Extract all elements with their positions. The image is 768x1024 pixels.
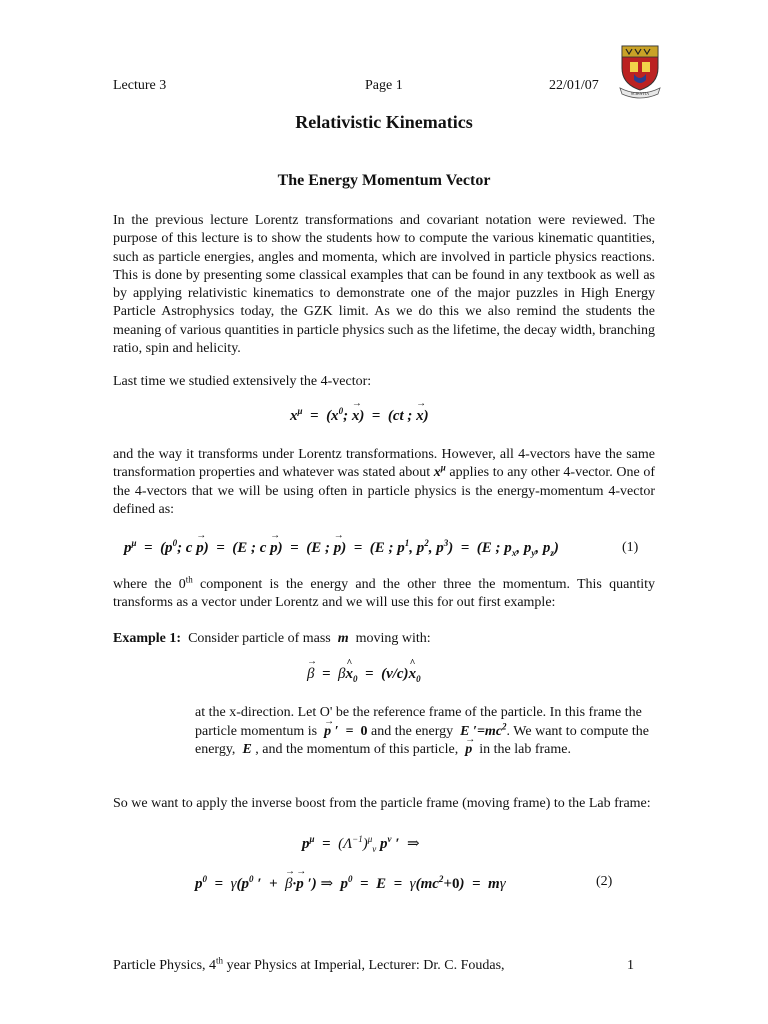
- section-title: The Energy Momentum Vector: [277, 172, 491, 189]
- frame-text-c: . We want to compute the energy,: [195, 723, 649, 758]
- equation-number-2: (2): [596, 874, 613, 889]
- footer-sup: th: [216, 955, 224, 966]
- svg-text:SCIENTIA: SCIENTIA: [630, 91, 650, 96]
- equation-inverse-boost: $p^\mu = (\Lambda^{-1})^\mu_\nu$ $p^\nu$ ′ ⇒: [302, 834, 420, 854]
- intro-paragraph: In the previous lecture Lorentz transformations and covariant notation were reviewed. The purpose of this lecture is to show the students how to compute the various kinematic quantities, such as particle energies, angles and momenta, which are involved in particle physics reactions. This is done by presenting some classical examples that can be found in any textbook as well as by applying relativistic kinematics to demonstrate one of the major puzzles in High Energy Particle Astrophysics today, the GZK limit. As we do this we also remind the students the meaning of various quantities in particle physics such as the lifetime, the decay width, branching ratio, spin and helicity.: [113, 213, 655, 357]
- last-time-paragraph: Last time we studied extensively the 4-vector:: [113, 374, 372, 389]
- example-1-line: Example 1: Consider particle of mass m moving with:: [113, 631, 431, 646]
- transform-paragraph: and the way it transforms under Lorentz transformations. However, all 4-vectors have the same transformation properties and whatever was stated about $x^\mu$ applies to any other 4-vector. One of the 4-vectors that we will be using often in particle physics is the energy-momentum 4-vector defined as:: [113, 447, 656, 517]
- header-lecture: Lecture 3: [113, 78, 167, 93]
- footer-page-number: 1: [627, 958, 634, 973]
- footer-text-a: Particle Physics, 4: [113, 958, 217, 973]
- frame-text-e: in the lab frame.: [479, 742, 571, 758]
- zeroth-sup: th: [185, 574, 193, 585]
- equation-beta: → β = β^ $x_0$ = (v/c)^ $x_0$: [307, 666, 421, 683]
- header-date: 22/01/07: [549, 78, 599, 93]
- zeroth-text-b: component is the energy and the other three the momentum. This quantity transforms as a vector under Lorentz and we will use this for out first example:: [113, 577, 655, 611]
- imperial-crest-logo: [618, 44, 662, 100]
- equation-number-1: (1): [622, 540, 639, 555]
- frame-text-a: at the x-direction. Let O' be the reference frame of the particle. In this frame the particle momentum is: [195, 705, 642, 739]
- page-title: Relativistic Kinematics: [295, 112, 473, 132]
- frame-paragraph: at the x-direction. Let O' be the reference frame of the particle. In this frame the particle momentum is → p ′ = 0 and the energy E $'=mc^2$. We want to compute the energy, E , and the momentum of this particle, → p in the lab frame.: [195, 704, 655, 760]
- equation-four-vector: $x^\mu = (x^0$; → x) = (ct ; → x): [290, 408, 429, 425]
- transform-text-a: and the way it transforms under Lorentz transformations. However, all 4-vectors have the same transformation properties and whatever was stated about: [113, 447, 655, 481]
- transform-text-b: applies to any other 4-vector. One of the 4-vectors that we will be using often in particle physics is the energy-momentum 4-vector defined as:: [113, 465, 656, 517]
- footer-text: [113, 955, 505, 974]
- zeroth-text-a: where the 0: [113, 577, 186, 592]
- example-1-text-b: moving with:: [355, 631, 431, 646]
- frame-text-d: , and the momentum of this particle,: [255, 742, 459, 758]
- zeroth-component-paragraph: [113, 576, 655, 613]
- frame-text-b: and the energy: [371, 723, 454, 739]
- inverse-boost-paragraph: So we want to apply the inverse boost from the particle frame (moving frame) to the Lab frame:: [113, 796, 651, 811]
- equation-energy-lab: $p^0 = \gamma(p^0$ ′ + → β·→ p ′) ⇒ $p^0 = E = \gamma(mc^2+0) = m\gamma$: [195, 874, 506, 893]
- example-1-label: Example 1:: [113, 631, 182, 646]
- example-1-text: Consider particle of mass: [188, 631, 331, 646]
- footer-text-b: year Physics at Imperial, Lecturer: Dr. C. Foudas,: [223, 958, 505, 973]
- header-page: Page 1: [365, 78, 403, 93]
- equation-energy-momentum: $p^\mu = (p^0$; c → p) = (E ; c → p) = (E ; → p) = (E ; $p^1$, $p^2$, $p^3) = (E$ ; $p_x$, $p_y$, $p_z$): [124, 540, 559, 557]
